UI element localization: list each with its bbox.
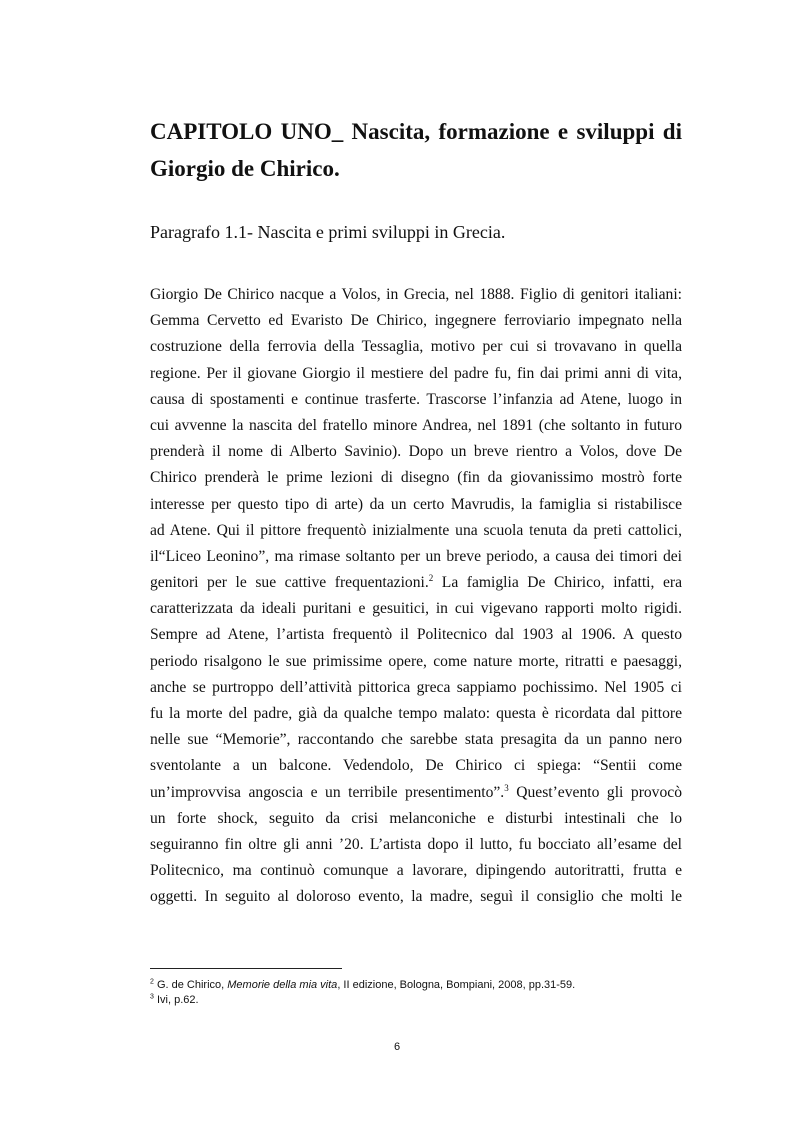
chapter-title-line-2: Giorgio de Chirico.	[150, 156, 340, 181]
chapter-title	[150, 113, 682, 187]
body-line: anche se purtroppo dell’attività pittorica greca sappiamo pochissimo. Nel 1905 ci	[150, 678, 682, 696]
body-line: seguiranno fin oltre gli anni ’20. L’artista dopo il lutto, fu bocciato all’esame del	[150, 835, 682, 853]
body-line: prenderà il nome di Alberto Savinio). Dopo un breve rientro a Volos, dove De	[150, 443, 682, 461]
footnote-text: , II edizione, Bologna, Bompiani, 2008, pp.31-59.	[337, 979, 576, 991]
body-line: il“Liceo Leonino”, ma rimase soltanto per un breve periodo, a causa dei timori dei	[150, 547, 682, 565]
body-line-text: un’improvvisa angoscia e un terribile presentimento”.	[150, 783, 505, 801]
footnote-separator	[150, 968, 342, 969]
body-line-text: Quest’evento gli provocò	[508, 783, 682, 801]
body-line: Giorgio De Chirico nacque a Volos, in Grecia, nel 1888. Figlio di genitori italiani:	[150, 286, 682, 303]
footnote-ref-3[interactable]: 3	[504, 782, 509, 793]
body-line-text: La famiglia De Chirico, infatti, era	[433, 574, 682, 592]
body-line: Gemma Cervetto ed Evaristo De Chirico, ingegnere ferroviario impegnato nella	[150, 312, 682, 330]
body-line: nelle sue “Memorie”, raccontando che sarebbe stata presagita da un panno nero	[150, 731, 682, 749]
section-title: Paragrafo 1.1- Nascita e primi sviluppi in Grecia.	[150, 222, 506, 242]
footnote-3	[150, 993, 682, 1008]
body-line: oggetti. In seguito al doloroso evento, la madre, seguì il consiglio che molti le	[150, 888, 682, 906]
footnote-book-title: Memorie della mia vita	[227, 979, 338, 991]
body-line: Chirico prenderà le prime lezioni di disegno (fin da giovanissimo mostrò forte	[150, 469, 682, 487]
body-line: Sempre ad Atene, l’artista frequentò il Politecnico dal 1903 al 1906. A questo	[150, 626, 682, 644]
footnote-number: 2	[150, 978, 154, 986]
footnote-text: Ivi, p.62.	[153, 994, 199, 1006]
chapter-title-line-1: CAPITOLO UNO_ Nascita, formazione e sviluppi di	[150, 119, 682, 144]
page-number: 6	[393, 1041, 401, 1053]
body-line: sventolante a un balcone. Vedendolo, De Chirico ci spiega: “Sentii come	[150, 757, 682, 775]
body-line: cui avvenne la nascita del fratello minore Andrea, nel 1891 (che soltanto in futuro	[150, 416, 682, 434]
body-line-with-footnote-3	[150, 780, 682, 806]
footnote-2	[150, 978, 682, 993]
body-paragraph	[150, 282, 682, 911]
body-line: un forte shock, seguito da crisi melanconiche e disturbi intestinali che lo	[150, 809, 682, 827]
body-line: Politecnico, ma continuò comunque a lavorare, dipingendo autoritratti, frutta e	[150, 862, 682, 880]
footnote-ref-2[interactable]: 2	[428, 572, 434, 583]
body-line-with-footnote-2	[150, 570, 682, 596]
body-line: costruzione della ferrovia della Tessaglia, motivo per cui si trovavano in quella	[150, 338, 682, 356]
footnote-text: G. de Chirico,	[153, 979, 228, 991]
body-line: interesse per questo tipo di arte) da un certo Mavrudis, la famiglia si ristabilisce	[150, 495, 682, 513]
body-line: causa di spostamenti e continue trasferte. Trascorse l’infanzia ad Atene, luogo in	[150, 390, 682, 408]
body-line: periodo risalgono le sue primissime opere, come nature morte, ritratti e paesaggi,	[150, 652, 682, 670]
body-line: ad Atene. Qui il pittore frequentò inizialmente una scuola tenuta da preti cattolici,	[150, 521, 682, 539]
body-line: regione. Per il giovane Giorgio il mestiere del padre fu, fin dai primi anni di vita,	[150, 364, 682, 382]
body-line: caratterizzata da ideali puritani e gesuitici, in cui vigevano rapporti molto rigidi.	[150, 600, 682, 618]
body-line-text: genitori per le sue cattive frequentazioni.	[150, 574, 429, 592]
footnotes	[150, 978, 682, 1008]
footnote-number: 3	[150, 993, 154, 1001]
body-line: fu la morte del padre, già da qualche tempo malato: questa è ricordata dal pittore	[150, 705, 682, 722]
